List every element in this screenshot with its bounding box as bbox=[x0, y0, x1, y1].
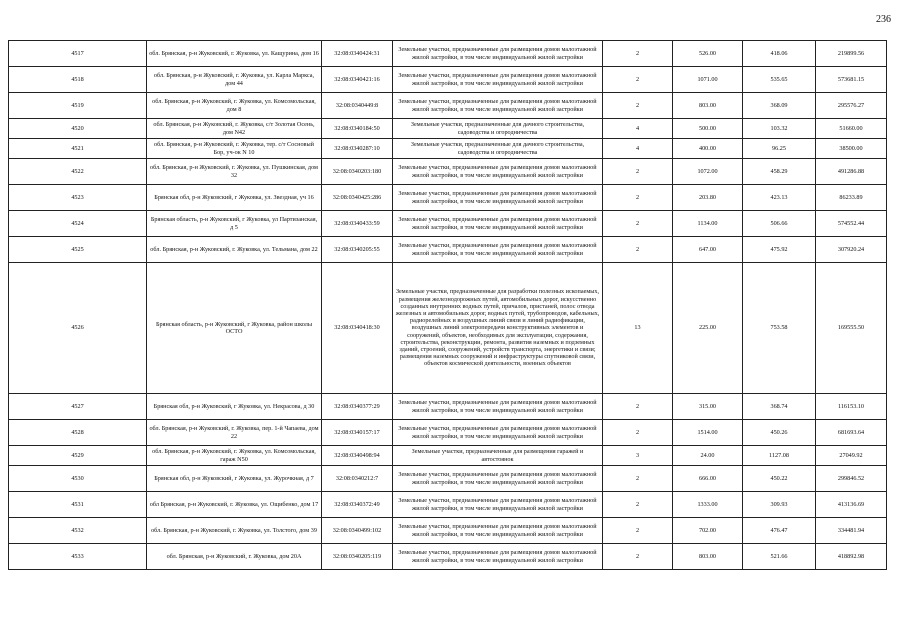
row-number-cell: 4531 bbox=[9, 492, 147, 518]
row-number-cell: 4526 bbox=[9, 263, 147, 394]
specific-value-cell: 423.13 bbox=[743, 185, 816, 211]
row-number-cell: 4532 bbox=[9, 518, 147, 544]
specific-value-cell: 476.47 bbox=[743, 518, 816, 544]
address-cell: Брянская обл, р-н Жуковский, г Жуковка, ул. Журочкная, д 7 bbox=[147, 466, 322, 492]
area-cell: 666.00 bbox=[673, 466, 743, 492]
address-cell: обл. Брянская, р-н Жуковский, г. Жуковка, ул. Пушкинская, дом 32 bbox=[147, 159, 322, 185]
cadastral-value-cell: 681693.64 bbox=[816, 420, 887, 446]
cadastral-number-cell: 32:08:0340372:49 bbox=[322, 492, 393, 518]
row-number-cell: 4530 bbox=[9, 466, 147, 492]
area-cell: 203.80 bbox=[673, 185, 743, 211]
land-use-cell: Земельные участки, предназначенные для размещения домов малоэтажной жилой застройки, в том числе индивидуальной жилой застройки bbox=[393, 185, 603, 211]
group-cell: 2 bbox=[603, 41, 673, 67]
group-cell: 2 bbox=[603, 67, 673, 93]
row-number-cell: 4523 bbox=[9, 185, 147, 211]
land-use-cell: Земельные участки, предназначенные для размещения домов малоэтажной жилой застройки, в том числе индивидуальной жилой застройки bbox=[393, 466, 603, 492]
land-use-cell: Земельные участки, предназначенные для размещения домов малоэтажной жилой застройки, в том числе индивидуальной жилой застройки bbox=[393, 211, 603, 237]
land-use-cell: Земельные участки, предназначенные для размещения домов малоэтажной жилой застройки, в том числе индивидуальной жилой застройки bbox=[393, 492, 603, 518]
cadastral-value-cell: 27049.92 bbox=[816, 446, 887, 466]
specific-value-cell: 1127.08 bbox=[743, 446, 816, 466]
table-body bbox=[9, 41, 887, 570]
area-cell: 400.00 bbox=[673, 139, 743, 159]
land-use-cell: Земельные участки, предназначенные для размещения домов малоэтажной жилой застройки, в том числе индивидуальной жилой застройки bbox=[393, 518, 603, 544]
address-cell: обл. Брянская, р-н Жуковский, г. Жуковка, пер. 1-й Чапаева, дом 22 bbox=[147, 420, 322, 446]
area-cell: 500.00 bbox=[673, 119, 743, 139]
area-cell: 647.00 bbox=[673, 237, 743, 263]
area-cell: 702.00 bbox=[673, 518, 743, 544]
cadastral-value-cell: 334481.94 bbox=[816, 518, 887, 544]
specific-value-cell: 368.09 bbox=[743, 93, 816, 119]
address-cell: обл. Брянская, р-н Жуковский, г. Жуковка, ул. Комсомольская, дом 8 bbox=[147, 93, 322, 119]
cadastral-number-cell: 32:08:0340157:17 bbox=[322, 420, 393, 446]
specific-value-cell: 96.25 bbox=[743, 139, 816, 159]
address-cell: Брянская область, р-н Жуковский, г Жуковка, район школы ОСТО bbox=[147, 263, 322, 394]
table-row bbox=[9, 93, 887, 119]
group-cell: 2 bbox=[603, 492, 673, 518]
specific-value-cell: 535.65 bbox=[743, 67, 816, 93]
cadastral-number-cell: 32:08:0340498:94 bbox=[322, 446, 393, 466]
group-cell: 4 bbox=[603, 119, 673, 139]
specific-value-cell: 475.92 bbox=[743, 237, 816, 263]
cadastral-number-cell: 32:08:0340377:29 bbox=[322, 394, 393, 420]
table-row bbox=[9, 41, 887, 67]
row-number-cell: 4518 bbox=[9, 67, 147, 93]
address-cell: обл. Брянская, р-н Жуковский, г. Жуковка, ул. Тельмана, дом 22 bbox=[147, 237, 322, 263]
table-row bbox=[9, 492, 887, 518]
table-row bbox=[9, 139, 887, 159]
cadastral-value-cell: 491286.88 bbox=[816, 159, 887, 185]
table-row bbox=[9, 466, 887, 492]
cadastral-number-cell: 32:08:0340433:59 bbox=[322, 211, 393, 237]
cadastral-number-cell: 32:08:0340421:16 bbox=[322, 67, 393, 93]
table-row bbox=[9, 159, 887, 185]
area-cell: 315.00 bbox=[673, 394, 743, 420]
cadastral-value-cell: 574552.44 bbox=[816, 211, 887, 237]
land-use-cell: Земельные участки, предназначенные для размещения домов малоэтажной жилой застройки, в том числе индивидуальной жилой застройки bbox=[393, 420, 603, 446]
address-cell: обл. Брянская, р-н Жуковский, г. Жуковка, ул. Комсомольская, гараж N50 bbox=[147, 446, 322, 466]
area-cell: 225.00 bbox=[673, 263, 743, 394]
page-number: 236 bbox=[876, 14, 891, 25]
specific-value-cell: 753.58 bbox=[743, 263, 816, 394]
cadastral-value-cell: 295576.27 bbox=[816, 93, 887, 119]
row-number-cell: 4529 bbox=[9, 446, 147, 466]
land-use-cell: Земельные участки, предназначенные для размещения домов малоэтажной жилой застройки, в том числе индивидуальной жилой застройки bbox=[393, 544, 603, 570]
cadastral-value-table bbox=[8, 40, 887, 570]
row-number-cell: 4525 bbox=[9, 237, 147, 263]
address-cell: обл. Брянская, р-н Жуковский, г. Жуковка, с/т Золотая Осень, дом N42 bbox=[147, 119, 322, 139]
cadastral-number-cell: 32:08:0340205:55 bbox=[322, 237, 393, 263]
address-cell: обл. Брянская, р-н Жуковский, г. Жуковка, тер. с/т Сосновый Бор, уч-ок N 10 bbox=[147, 139, 322, 159]
land-use-cell: Земельные участки, предназначенные для размещения домов малоэтажной жилой застройки, в том числе индивидуальной жилой застройки bbox=[393, 41, 603, 67]
cadastral-number-cell: 32:08:0340418:30 bbox=[322, 263, 393, 394]
area-cell: 24.00 bbox=[673, 446, 743, 466]
group-cell: 2 bbox=[603, 237, 673, 263]
row-number-cell: 4528 bbox=[9, 420, 147, 446]
group-cell: 3 bbox=[603, 446, 673, 466]
cadastral-number-cell: 32:08:0340203:180 bbox=[322, 159, 393, 185]
cadastral-value-cell: 116153.10 bbox=[816, 394, 887, 420]
address-cell: обл Брянская, р-н Жуковский, г. Жуковка, ул. Ощибенко, дом 17 bbox=[147, 492, 322, 518]
address-cell: обл. Брянская, р-н Жуковский, г. Жуковка, дом 20А bbox=[147, 544, 322, 570]
row-number-cell: 4517 bbox=[9, 41, 147, 67]
group-cell: 2 bbox=[603, 394, 673, 420]
area-cell: 526.00 bbox=[673, 41, 743, 67]
cadastral-value-cell: 413136.69 bbox=[816, 492, 887, 518]
table-row bbox=[9, 420, 887, 446]
address-cell: обл. Брянская, р-н Жуковский, г. Жуковка, ул. Карла Маркса, дом 44 bbox=[147, 67, 322, 93]
group-cell: 2 bbox=[603, 466, 673, 492]
cadastral-value-cell: 86233.89 bbox=[816, 185, 887, 211]
address-cell: Брянская обл, р-н Жуковский, г Жуковка, ул. Некрасова, д 30 bbox=[147, 394, 322, 420]
address-cell: обл. Брянская, р-н Жуковский, г. Жуковка, ул. Толстого, дом 39 bbox=[147, 518, 322, 544]
table-row bbox=[9, 394, 887, 420]
row-number-cell: 4524 bbox=[9, 211, 147, 237]
group-cell: 2 bbox=[603, 211, 673, 237]
specific-value-cell: 103.32 bbox=[743, 119, 816, 139]
group-cell: 2 bbox=[603, 159, 673, 185]
area-cell: 803.00 bbox=[673, 544, 743, 570]
specific-value-cell: 450.26 bbox=[743, 420, 816, 446]
address-cell: Брянская обл, р-н Жуковский, г Жуковка, ул. Звездная, уч 16 bbox=[147, 185, 322, 211]
group-cell: 2 bbox=[603, 544, 673, 570]
land-use-cell: Земельные участки, предназначенные для размещения домов малоэтажной жилой застройки, в том числе индивидуальной жилой застройки bbox=[393, 93, 603, 119]
row-number-cell: 4527 bbox=[9, 394, 147, 420]
specific-value-cell: 450.22 bbox=[743, 466, 816, 492]
cadastral-value-cell: 418892.98 bbox=[816, 544, 887, 570]
specific-value-cell: 521.66 bbox=[743, 544, 816, 570]
group-cell: 2 bbox=[603, 518, 673, 544]
cadastral-value-cell: 38500.00 bbox=[816, 139, 887, 159]
cadastral-value-cell: 51660.00 bbox=[816, 119, 887, 139]
row-number-cell: 4521 bbox=[9, 139, 147, 159]
cadastral-value-cell: 219899.56 bbox=[816, 41, 887, 67]
row-number-cell: 4520 bbox=[9, 119, 147, 139]
land-use-cell: Земельные участки, предназначенные для размещения гаражей и автостоянок bbox=[393, 446, 603, 466]
table-row bbox=[9, 119, 887, 139]
specific-value-cell: 506.66 bbox=[743, 211, 816, 237]
address-cell: обл. Брянская, р-н Жуковский, г. Жуковка, ул. Кащурина, дом 16 bbox=[147, 41, 322, 67]
cadastral-number-cell: 32:08:0340205:119 bbox=[322, 544, 393, 570]
cadastral-number-cell: 32:08:0340425:286 bbox=[322, 185, 393, 211]
table-row bbox=[9, 544, 887, 570]
cadastral-number-cell: 32:08:0340212:7 bbox=[322, 466, 393, 492]
area-cell: 803.00 bbox=[673, 93, 743, 119]
land-use-cell: Земельные участки, предназначенные для размещения домов малоэтажной жилой застройки, в том числе индивидуальной жилой застройки bbox=[393, 67, 603, 93]
group-cell: 2 bbox=[603, 93, 673, 119]
land-use-cell: Земельные участки, предназначенные для дачного строительства, садоводства и огородничества bbox=[393, 139, 603, 159]
table-row bbox=[9, 211, 887, 237]
table-row bbox=[9, 67, 887, 93]
area-cell: 1134.00 bbox=[673, 211, 743, 237]
specific-value-cell: 309.93 bbox=[743, 492, 816, 518]
cadastral-value-cell: 299846.52 bbox=[816, 466, 887, 492]
table-row bbox=[9, 518, 887, 544]
row-number-cell: 4519 bbox=[9, 93, 147, 119]
cadastral-number-cell: 32:08:0340287:10 bbox=[322, 139, 393, 159]
group-cell: 4 bbox=[603, 139, 673, 159]
row-number-cell: 4522 bbox=[9, 159, 147, 185]
cadastral-value-cell: 307920.24 bbox=[816, 237, 887, 263]
row-number-cell: 4533 bbox=[9, 544, 147, 570]
area-cell: 1072.00 bbox=[673, 159, 743, 185]
specific-value-cell: 368.74 bbox=[743, 394, 816, 420]
land-use-cell: Земельные участки, предназначенные для размещения домов малоэтажной жилой застройки, в том числе индивидуальной жилой застройки bbox=[393, 394, 603, 420]
area-cell: 1071.00 bbox=[673, 67, 743, 93]
area-cell: 1333.00 bbox=[673, 492, 743, 518]
area-cell: 1514.00 bbox=[673, 420, 743, 446]
cadastral-value-cell: 169555.50 bbox=[816, 263, 887, 394]
specific-value-cell: 418.06 bbox=[743, 41, 816, 67]
cadastral-value-cell: 573681.15 bbox=[816, 67, 887, 93]
group-cell: 2 bbox=[603, 420, 673, 446]
cadastral-number-cell: 32:08:0340184:50 bbox=[322, 119, 393, 139]
cadastral-number-cell: 32:08:0340424:31 bbox=[322, 41, 393, 67]
land-use-cell: Земельные участки, предназначенные для размещения домов малоэтажной жилой застройки, в том числе индивидуальной жилой застройки bbox=[393, 237, 603, 263]
group-cell: 13 bbox=[603, 263, 673, 394]
cadastral-number-cell: 32:08:0340499:102 bbox=[322, 518, 393, 544]
table-row bbox=[9, 237, 887, 263]
table-row bbox=[9, 446, 887, 466]
table-row bbox=[9, 185, 887, 211]
cadastral-number-cell: 32:08:0340449:8 bbox=[322, 93, 393, 119]
specific-value-cell: 458.29 bbox=[743, 159, 816, 185]
group-cell: 2 bbox=[603, 185, 673, 211]
address-cell: Брянская область, р-н Жуковский, г Жуковка, ул Партизанская, д 5 bbox=[147, 211, 322, 237]
land-use-cell: Земельные участки, предназначенные для разработки полезных ископаемых, размещения железнодорожных путей, автомобильных дорог, искусственно созданных внутренних водных путей, причалов, пристаней, полос отвода железных и автомобильных дорог, водных путей, трубопроводов, кабельных, радиорелейных и воздушных линий связи и линий радиофикации, воздушных линий электропередачи конструктивных элементов и сооружений, объектов, необходимых для эксплуатации, содержания, строительства, реконструкции, ремонта, развития наземных и подземных зданий, строений, сооружений, устройств транспорта, энергетики и связи; размещения наземных сооружений и инфраструктуры спутниковой связи, объектов космической деятельности, военных объектов bbox=[393, 263, 603, 394]
table-row bbox=[9, 263, 887, 394]
land-use-cell: Земельные участки, предназначенные для размещения домов малоэтажной жилой застройки, в том числе индивидуальной жилой застройки bbox=[393, 159, 603, 185]
land-use-cell: Земельные участки, предназначенные для дачного строительства, садоводства и огородничества bbox=[393, 119, 603, 139]
